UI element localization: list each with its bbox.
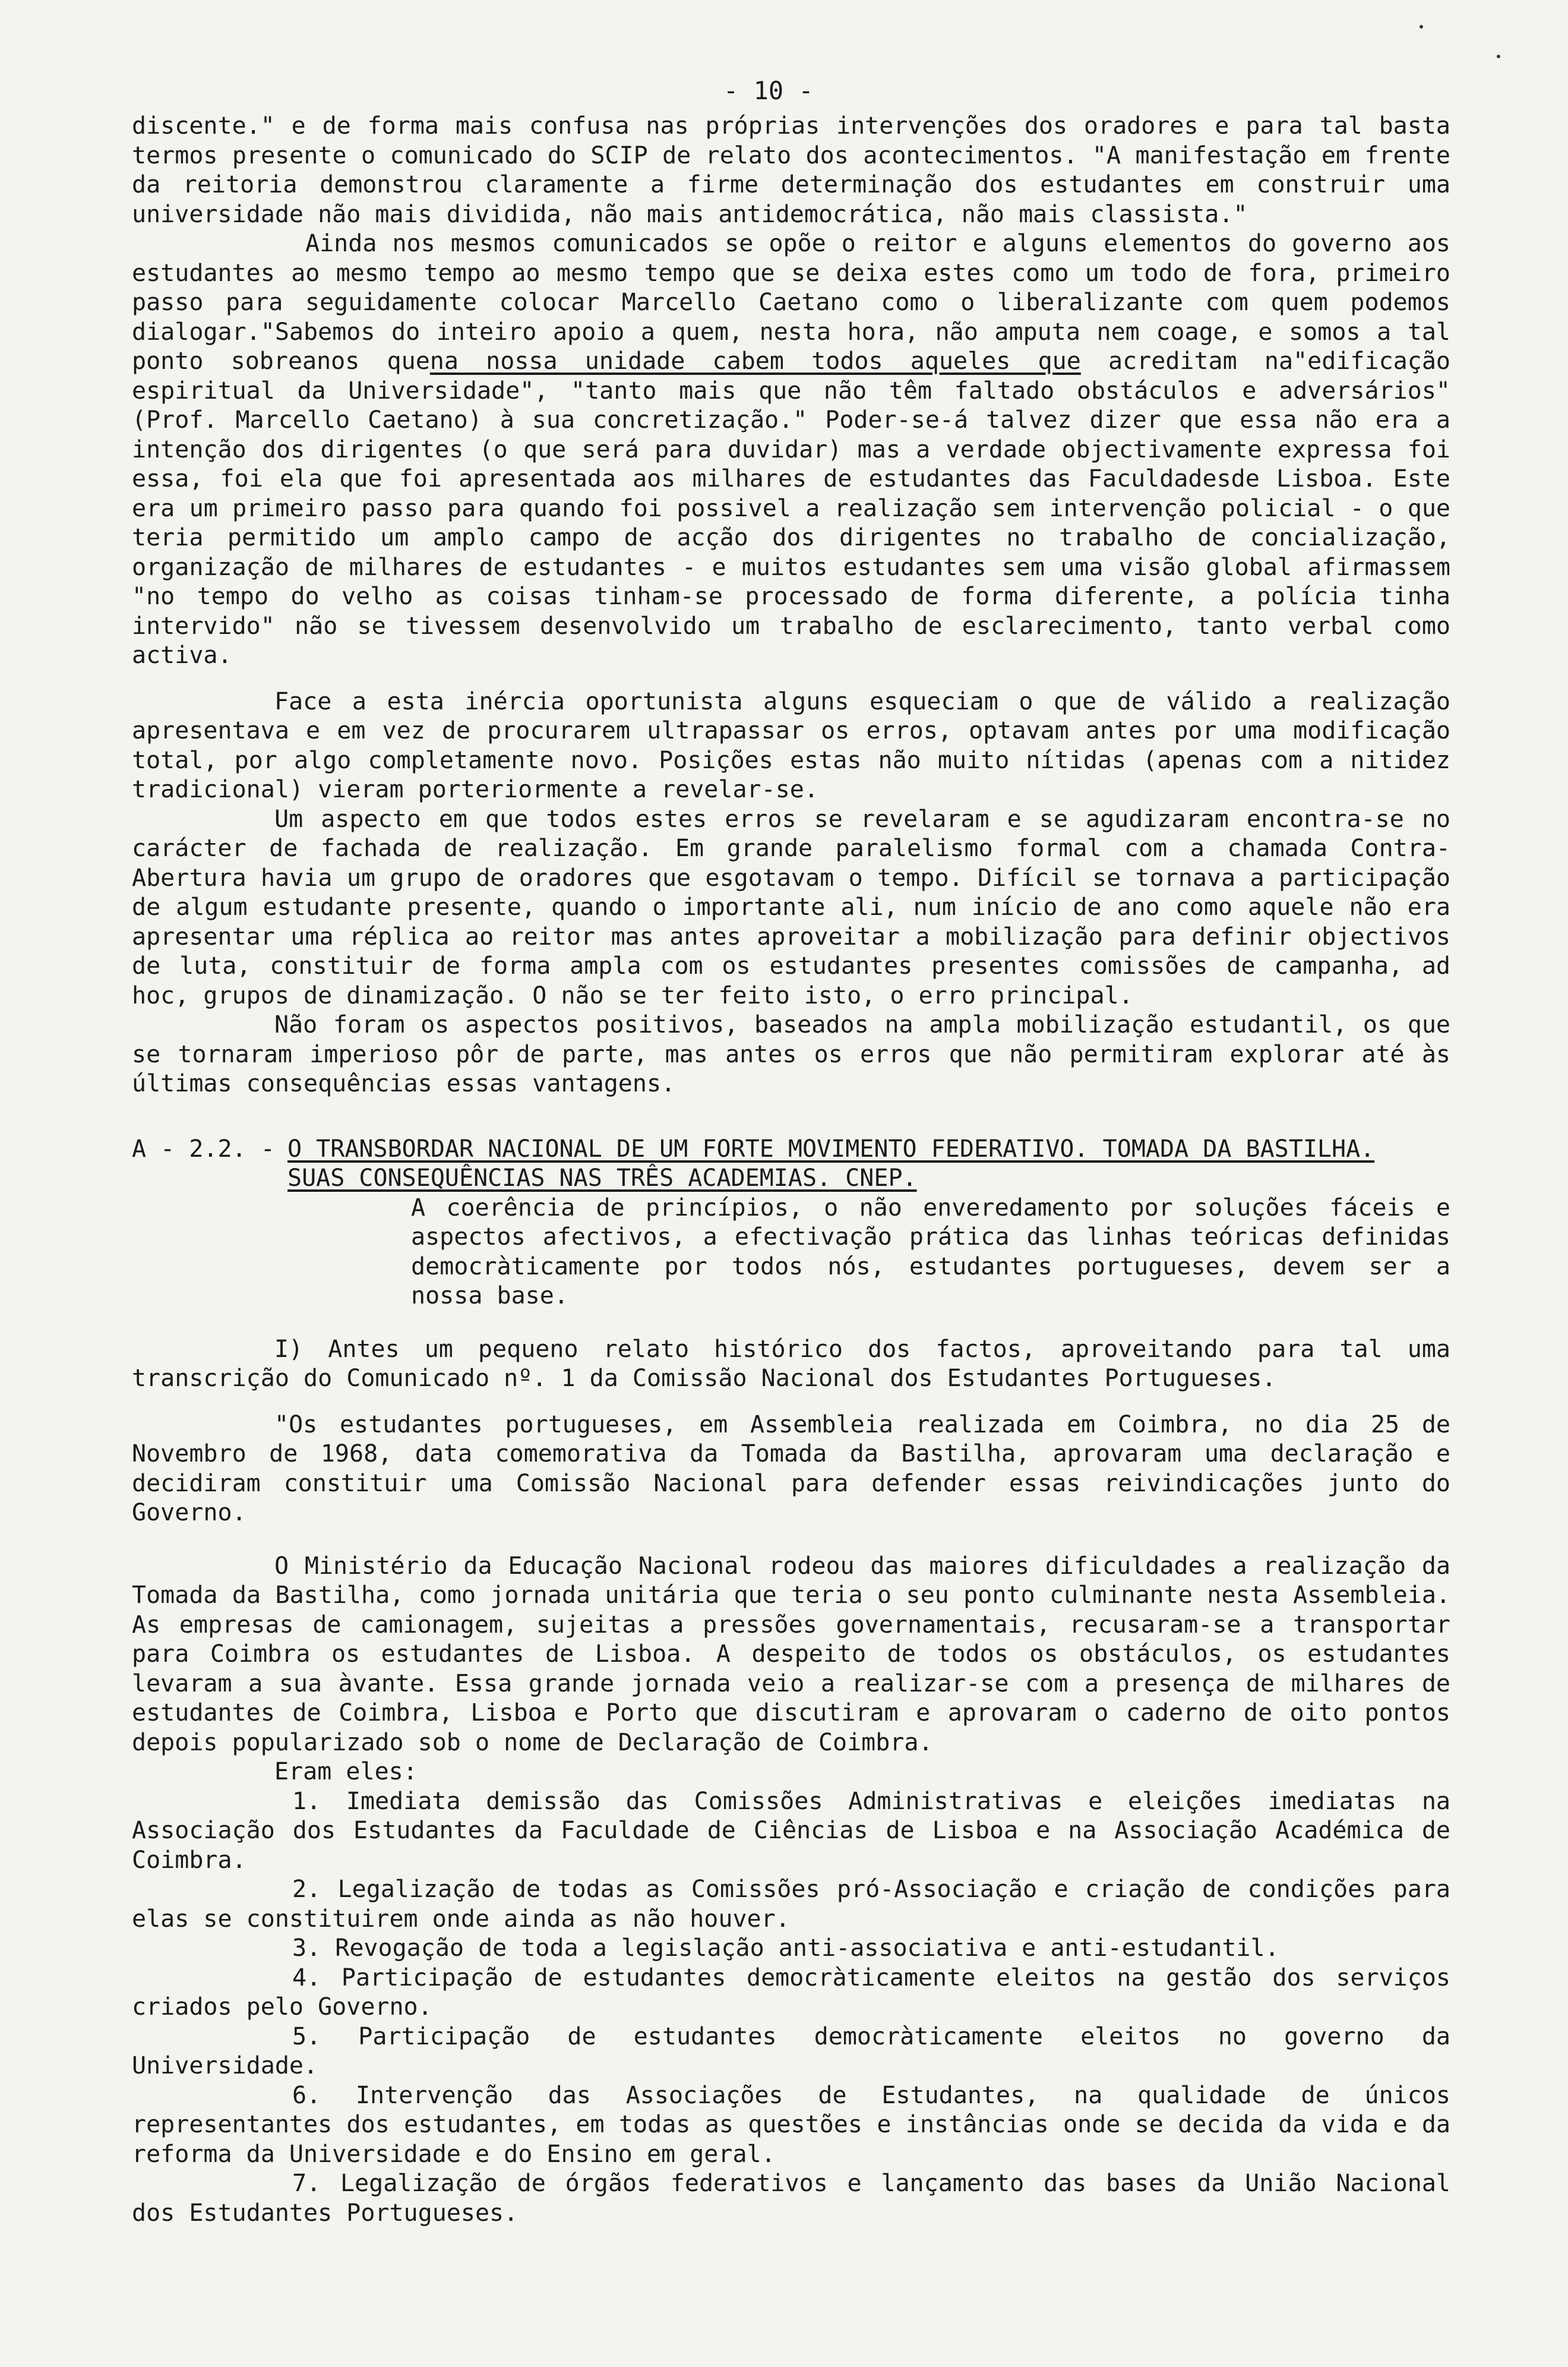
- underlined-phrase: na nossa unidade cabem todos aqueles que: [429, 348, 1081, 375]
- paragraph: Ainda nos mesmos comunicados se opõe o reitor e alguns elementos do governo aos estudantes ao mesmo tempo ao mesmo tempo que se deixa estes como um todo de fora, primeiro passo para seguidamente colocar Marcello Caetano como o liberalizante com quem podemos dialogar."Sabemos do inteiro apoio a quem, nesta hora, não amputa nem coage, e somos a tal ponto sobreanos quena nossa unidade cabem todos aqueles que acreditam na"edificação espiritual da Universidade", "tanto mais que não têm faltado obstáculos e adversários" (Prof. Marcello Caetano) à sua concretização." Poder-se-á talvez dizer que essa não era a intenção dos dirigentes (o que será para duvidar) mas a verdade objectivamente expressa foi essa, foi ela que foi apresentada aos milhares de estudantes das Faculdadesde Lisboa. Este era um primeiro passo para quando foi possivel a realização sem intervenção policial - o que teria permitido um amplo campo de acção dos dirigentes no trabalho de concialização, organização de milhares de estudantes - e muitos estudantes sem uma visão global afirmassem "no tempo do velho as coisas tinham-se processado de forma diferente, a polícia tinha intervido" não se tivessem desenvolvido um trabalho de esclarecimento, tanto verbal como activa.: [132, 230, 1450, 669]
- section-title: SUAS CONSEQUÊNCIAS NAS TRÊS ACADEMIAS. CNEP.: [287, 1164, 917, 1192]
- paragraph: "Os estudantes portugueses, em Assembleia realizada em Coimbra, no dia 25 de Novembro de 1968, data comemorativa da Tomada da Bastilha, aprovaram uma declaração e decidiram constituir uma Comissão Nacional para defender essas reivindicações junto do Governo.: [132, 1410, 1450, 1526]
- list-item: 6. Intervenção das Associações de Estudantes, na qualidade de únicos representantes dos estudantes, em todas as questões e instâncias onde se decida da vida e da reforma da Universidade e do Ensino em geral.: [132, 2081, 1450, 2168]
- paragraph: O Ministério da Educação Nacional rodeou das maiores dificuldades a realização da Tomada da Bastilha, como jornada unitária que teria o seu ponto culminante nesta Assembleia. As empresas de camionagem, sujeitas a pressões governamentais, recusaram-se a transportar para Coimbra os estudantes de Lisboa. A despeito de todos os obstáculos, os estudantes levaram a sua àvante. Essa grande jornada veio a realizar-se com a presença de milhares de estudantes de Coimbra, Lisboa e Porto que discutiram e aprovaram o caderno de oito pontos depois popularizado sob o nome de Declaração de Coimbra.: [132, 1552, 1450, 1756]
- section-heading: [132, 1135, 1450, 1194]
- section-intro: A coerência de princípios, o não enveredamento por soluções fáceis e aspectos afectivos, a efectivação prática das linhas teóricas definidas democràticamente por todos nós, estudantes portugueses, devem ser a nossa base.: [411, 1194, 1450, 1309]
- body-text: [132, 112, 1450, 2228]
- list-item: 2. Legalização de todas as Comissões pró-Associação e criação de condições para elas se constituirem onde ainda as não houver.: [132, 1876, 1450, 1933]
- paragraph: Um aspecto em que todos estes erros se revelaram e se agudizaram encontra-se no carácter de fachada de realização. Em grande paralelismo formal com a chamada Contra-Abertura havia um grupo de oradores que esgotavam o tempo. Difícil se tornava a participação de algum estudante presente, quando o importante ali, num início de ano como aquele não era apresentar uma réplica ao reitor mas antes aproveitar a mobilização para definir objectivos de luta, constituir de forma ampla com os estudantes presentes comissões de campanha, ad hoc, grupos de dinamização. O não se ter feito isto, o erro principal.: [132, 805, 1450, 1009]
- page-number: - 10 -: [723, 76, 814, 105]
- section-label: A - 2.2. -: [132, 1135, 275, 1163]
- paragraph: Face a esta inércia oportunista alguns esqueciam o que de válido a realização apresentava e em vez de procurarem ultrapassar os erros, optavam antes por uma modificação total, por algo completamente novo. Posições estas não muito nítidas (apenas com a nitidez tradicional) vieram porteriormente a revelar-se.: [132, 687, 1450, 803]
- list-item: 7. Legalização de órgãos federativos e lançamento das bases da União Nacional dos Estudantes Portugueses.: [132, 2170, 1450, 2227]
- paragraph: Eram eles:: [274, 1758, 418, 1785]
- paragraph: Não foram os aspectos positivos, baseados na ampla mobilização estudantil, os que se tornaram imperioso pôr de parte, mas antes os erros que não permitiram explorar até às últimas consequências essas vantagens.: [132, 1011, 1450, 1097]
- list-item: 1. Imediata demissão das Comissões Administrativas e eleições imediatas na Associação dos Estudantes da Faculdade de Ciências de Lisboa e na Associação Académica de Coimbra.: [132, 1787, 1450, 1874]
- scan-speck: [1497, 55, 1500, 58]
- list-item: 5. Participação de estudantes democràticamente eleitos no governo da Universidade.: [132, 2022, 1450, 2079]
- scan-speck: [1420, 25, 1423, 29]
- paragraph: discente." e de forma mais confusa nas próprias intervenções dos oradores e para tal basta termos presente o comunicado do SCIP de relato dos acontecimentos. "A manifestação em frente da reitoria demonstrou claramente a firme determinação dos estudantes em construir uma universidade não mais dividida, não mais antidemocrática, não mais classista.": [132, 112, 1450, 228]
- list-item: 4. Participação de estudantes democràticamente eleitos na gestão dos serviços criados pelo Governo.: [132, 1964, 1450, 2021]
- section-title: O TRANSBORDAR NACIONAL DE UM FORTE MOVIMENTO FEDERATIVO. TOMADA DA BASTILHA.: [287, 1135, 1375, 1163]
- paragraph: I) Antes um pequeno relato histórico dos factos, aproveitando para tal uma transcrição do Comunicado nº. 1 da Comissão Nacional dos Estudantes Portugueses.: [132, 1335, 1450, 1392]
- list-item: 3. Revogação de toda a legislação anti-associativa e anti-estudantil.: [292, 1934, 1279, 1962]
